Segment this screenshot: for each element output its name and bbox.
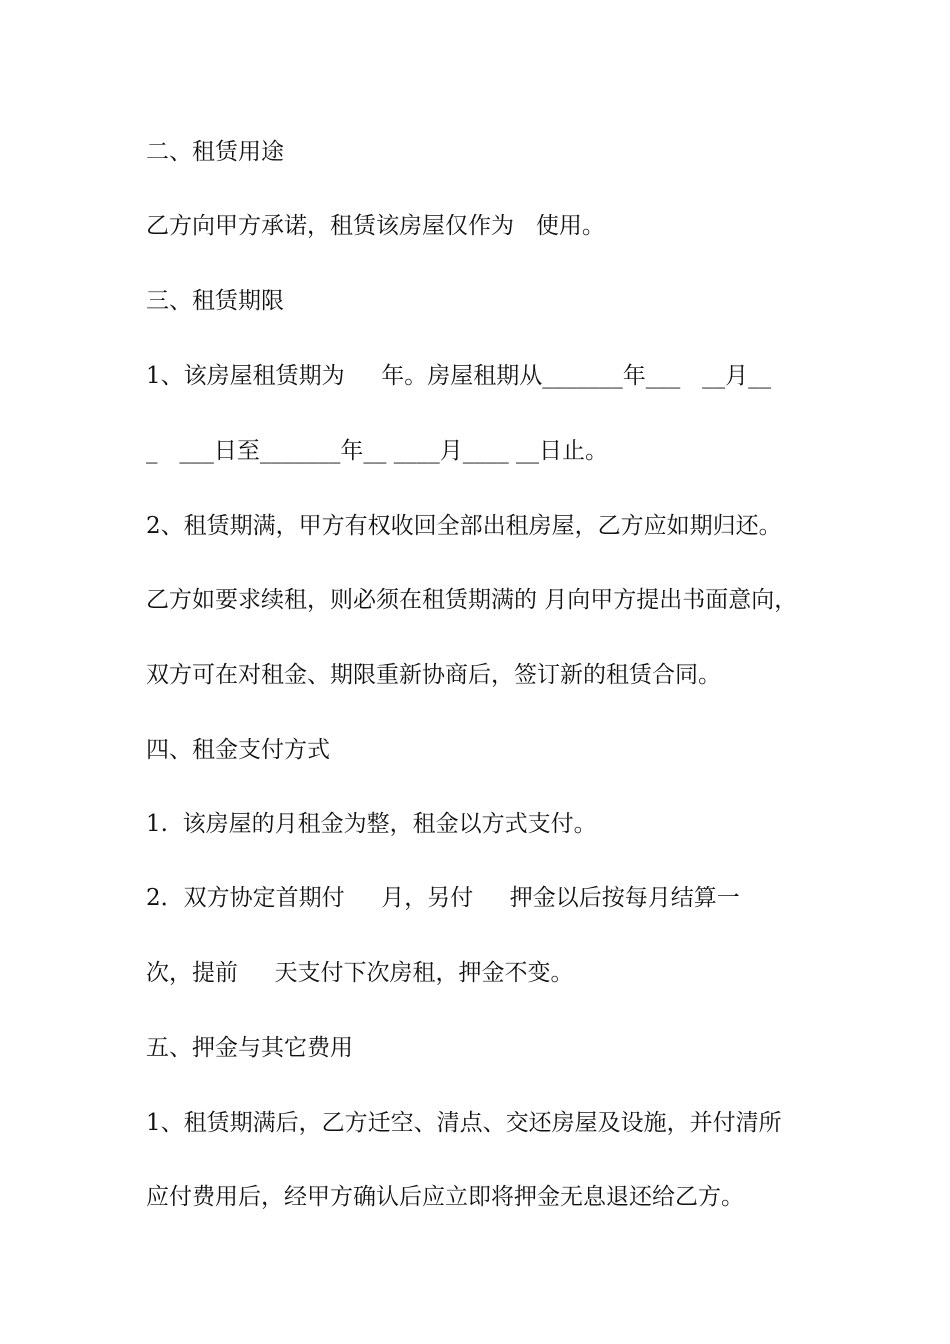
paragraph-term-2: 2、租赁期满，甲方有权收回全部出租房屋，乙方应如期归还。 bbox=[146, 513, 782, 539]
paragraph-term-1: 1、该房屋租赁期为 年。房屋租期从_______年___ __月__ bbox=[146, 363, 772, 389]
section-heading-term: 三、租赁期限 bbox=[146, 288, 284, 314]
section-heading-deposit: 五、押金与其它费用 bbox=[146, 1035, 353, 1061]
paragraph-term-2-cont: 乙方如要求续租，则必须在租赁期满的 月向甲方提出书面意向， bbox=[146, 587, 798, 613]
section-heading-purpose: 二、租赁用途 bbox=[146, 139, 284, 165]
paragraph-term-1-cont: _ ___日至_______年__ ____月____ __日止。 bbox=[146, 438, 609, 464]
paragraph-term-2-cont2: 双方可在对租金、期限重新协商后，签订新的租赁合同。 bbox=[146, 662, 721, 688]
paragraph-deposit-1: 1、租赁期满后，乙方迁空、清点、交还房屋及设施，并付清所 bbox=[146, 1110, 782, 1136]
paragraph-purpose: 乙方向甲方承诺，租赁该房屋仅作为 使用。 bbox=[146, 213, 605, 239]
section-heading-payment: 四、租金支付方式 bbox=[146, 737, 330, 763]
paragraph-payment-2: 2．双方协定首期付 月，另付 押金以后按每月结算一 bbox=[146, 885, 740, 911]
paragraph-deposit-1-cont: 应付费用后，经甲方确认后应立即将押金无息退还给乙方。 bbox=[146, 1184, 744, 1210]
paragraph-payment-1: 1. 该房屋的月租金为整，租金以方式支付。 bbox=[146, 811, 597, 837]
paragraph-payment-2-cont: 次，提前 天支付下次房租，押金不变。 bbox=[146, 960, 574, 986]
